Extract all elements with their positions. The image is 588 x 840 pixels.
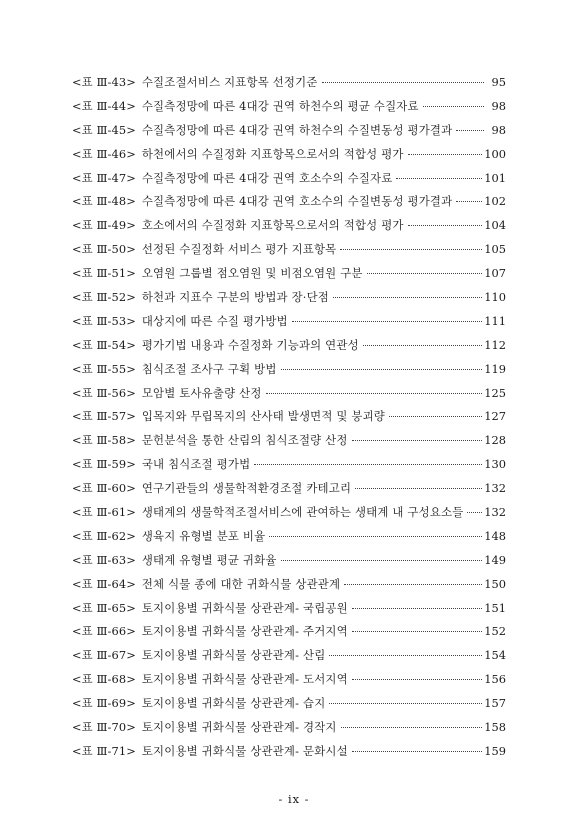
toc-entry-page: 149 [484, 552, 506, 567]
toc-entry[interactable] [72, 71, 506, 95]
toc-entry-label: <표 Ⅲ-53> [72, 313, 136, 328]
toc-entry[interactable] [72, 525, 506, 549]
toc-entry-label: <표 Ⅲ-48> [72, 194, 136, 209]
toc-entry-title: 입목지와 무립목지의 산사태 발생면적 및 붕괴량 [141, 409, 386, 424]
toc-entry[interactable] [72, 286, 506, 310]
dot-leader [363, 345, 482, 346]
dot-leader [467, 512, 482, 513]
toc-entry[interactable] [72, 310, 506, 334]
toc-entry[interactable] [72, 238, 506, 262]
toc-entry-label: <표 Ⅲ-57> [72, 409, 136, 424]
toc-entry-page: 159 [484, 743, 506, 758]
toc-entry-page: 132 [484, 505, 506, 520]
toc-entry-page: 127 [484, 409, 506, 424]
toc-entry[interactable] [72, 143, 506, 167]
dot-leader [344, 584, 482, 585]
toc-entry[interactable] [72, 597, 506, 621]
toc-entry-page: 98 [491, 122, 506, 137]
toc-entry-title: 전체 식물 종에 대한 귀화식물 상관관계 [141, 576, 341, 591]
toc-entry-title: 침식조절 조사구 구획 방법 [141, 361, 277, 376]
toc-entry-label: <표 Ⅲ-55> [72, 361, 136, 376]
dot-leader [408, 154, 483, 155]
toc-entry-title: 하천과 지표수 구분의 방법과 장·단점 [141, 290, 329, 305]
toc-entry-page: 151 [484, 600, 506, 615]
toc-entry-label: <표 Ⅲ-70> [72, 720, 136, 735]
toc-entry-page: 101 [484, 170, 506, 185]
toc-entry-page: 157 [484, 696, 506, 711]
toc-entry[interactable] [72, 334, 506, 358]
toc-entry-label: <표 Ⅲ-69> [72, 696, 136, 711]
toc-entry-page: 119 [484, 361, 506, 376]
toc-entry[interactable] [72, 214, 506, 238]
toc-entry-page: 156 [484, 672, 506, 687]
toc-entry-label: <표 Ⅲ-54> [72, 337, 136, 352]
toc-entry-page: 112 [484, 337, 506, 352]
toc-entry[interactable] [72, 620, 506, 644]
dot-leader [329, 703, 482, 704]
toc-entry-title: 토지이용별 귀화식물 상관관계- 도서지역 [141, 672, 348, 687]
table-of-contents [72, 71, 506, 764]
toc-entry-page: 110 [484, 290, 506, 305]
toc-entry[interactable] [72, 644, 506, 668]
toc-entry-page: 128 [484, 433, 506, 448]
toc-entry[interactable] [72, 262, 506, 286]
toc-entry-title: 오염원 그룹별 점오염원 및 비점오염원 구분 [141, 266, 363, 281]
toc-entry[interactable] [72, 95, 506, 119]
toc-entry-label: <표 Ⅲ-62> [72, 528, 136, 543]
toc-entry-label: <표 Ⅲ-65> [72, 600, 136, 615]
toc-entry-label: <표 Ⅲ-43> [72, 75, 136, 89]
dot-leader [329, 655, 482, 656]
toc-entry-title: 평가기법 내용과 수질정화 기능과의 연관성 [141, 337, 359, 352]
toc-entry-label: <표 Ⅲ-59> [72, 457, 136, 472]
toc-entry-page: 111 [484, 313, 506, 328]
toc-entry-page: 158 [484, 720, 506, 735]
toc-entry-title: 수질조절서비스 지표항목 선정기준 [141, 75, 318, 89]
toc-entry-label: <표 Ⅲ-56> [72, 385, 136, 400]
toc-entry-title: 생육지 유형별 분포 비율 [141, 528, 266, 543]
toc-entry[interactable] [72, 740, 506, 764]
dot-leader [456, 130, 484, 131]
dot-leader [352, 751, 482, 752]
toc-entry-label: <표 Ⅲ-50> [72, 242, 136, 257]
toc-entry-title: 생태계의 생물학적조절서비스에 관여하는 생태계 내 구성요소들 [141, 505, 464, 520]
toc-entry-page: 102 [484, 194, 506, 209]
toc-entry[interactable] [72, 358, 506, 382]
dot-leader [352, 679, 482, 680]
dot-leader [408, 225, 483, 226]
dot-leader [423, 106, 484, 107]
toc-entry[interactable] [72, 453, 506, 477]
toc-entry-page: 125 [484, 385, 506, 400]
toc-entry-title: 수질측정망에 따른 4대강 권역 하천수의 평균 수질자료 [141, 98, 419, 113]
dot-leader [340, 249, 482, 250]
dot-leader [322, 82, 484, 83]
dot-leader [352, 608, 482, 609]
toc-entry-label: <표 Ⅲ-52> [72, 290, 136, 305]
toc-entry[interactable] [72, 716, 506, 740]
dot-leader [254, 464, 482, 465]
toc-entry[interactable] [72, 477, 506, 501]
toc-entry[interactable] [72, 501, 506, 525]
toc-entry[interactable] [72, 429, 506, 453]
toc-entry[interactable] [72, 119, 506, 143]
page-number: - ix - [278, 792, 310, 806]
toc-entry[interactable] [72, 167, 506, 191]
toc-entry-page: 150 [484, 576, 506, 591]
toc-entry[interactable] [72, 549, 506, 573]
toc-entry-title: 수질측정망에 따른 4대강 권역 호소수의 수질변동성 평가결과 [141, 194, 453, 209]
dot-leader [333, 297, 482, 298]
dot-leader [367, 273, 483, 274]
toc-entry-title: 하천에서의 수질정화 지표항목으로서의 적합성 평가 [141, 146, 404, 161]
toc-entry-title: 수질측정망에 따른 4대강 권역 하천수의 수질변동성 평가결과 [141, 122, 453, 137]
toc-entry-title: 모암별 토사유출량 산정 [141, 385, 262, 400]
toc-entry-label: <표 Ⅲ-58> [72, 433, 136, 448]
toc-entry-title: 토지이용별 귀화식물 상관관계- 경작지 [141, 720, 337, 735]
toc-entry-page: 105 [484, 242, 506, 257]
toc-entry-label: <표 Ⅲ-51> [72, 266, 136, 281]
toc-entry-label: <표 Ⅲ-46> [72, 146, 136, 161]
dot-leader [352, 631, 482, 632]
dot-leader [269, 536, 482, 537]
dot-leader [266, 393, 483, 394]
toc-entry-page: 132 [484, 481, 506, 496]
toc-entry-page: 154 [484, 648, 506, 663]
toc-entry-label: <표 Ⅲ-67> [72, 648, 136, 663]
toc-entry-label: <표 Ⅲ-60> [72, 481, 136, 496]
toc-entry-label: <표 Ⅲ-63> [72, 552, 136, 567]
dot-leader [281, 369, 483, 370]
toc-entry-page: 152 [484, 624, 506, 639]
toc-entry-label: <표 Ⅲ-64> [72, 576, 136, 591]
toc-entry-page: 104 [484, 218, 506, 233]
toc-entry-label: <표 Ⅲ-68> [72, 672, 136, 687]
toc-entry-title: 토지이용별 귀화식물 상관관계- 습지 [141, 696, 326, 711]
toc-entry[interactable] [72, 405, 506, 429]
toc-entry-label: <표 Ⅲ-45> [72, 122, 136, 137]
toc-entry-label: <표 Ⅲ-44> [72, 98, 136, 113]
dot-leader [281, 560, 483, 561]
toc-entry-page: 148 [484, 528, 506, 543]
toc-entry-page: 95 [491, 75, 506, 89]
dot-leader [341, 727, 483, 728]
toc-entry[interactable] [72, 668, 506, 692]
toc-entry-label: <표 Ⅲ-49> [72, 218, 136, 233]
toc-entry-label: <표 Ⅲ-71> [72, 743, 136, 758]
toc-entry-title: 문헌분석을 통한 산림의 침식조절량 산정 [141, 433, 348, 448]
toc-entry[interactable] [72, 382, 506, 406]
toc-entry-title: 토지이용별 귀화식물 상관관계- 산림 [141, 648, 326, 663]
dot-leader [396, 178, 482, 179]
toc-entry-title: 생태계 유형별 평균 귀화율 [141, 552, 277, 567]
toc-entry[interactable] [72, 190, 506, 214]
toc-entry-title: 토지이용별 귀화식물 상관관계- 국립공원 [141, 600, 348, 615]
toc-entry-page: 100 [484, 146, 506, 161]
toc-entry-title: 수질측정망에 따른 4대강 권역 호소수의 수질자료 [141, 170, 393, 185]
toc-entry-title: 대상지에 따른 수질 평가방법 [141, 313, 288, 328]
dot-leader [355, 488, 482, 489]
toc-entry-title: 연구기관들의 생물학적환경조절 카테고리 [141, 481, 352, 496]
toc-entry-label: <표 Ⅲ-47> [72, 170, 136, 185]
toc-entry-page: 98 [491, 98, 506, 113]
toc-entry-title: 호소에서의 수질정화 지표항목으로서의 적합성 평가 [141, 218, 404, 233]
toc-entry-title: 토지이용별 귀화식물 상관관계- 문화시설 [141, 743, 348, 758]
toc-entry-label: <표 Ⅲ-66> [72, 624, 136, 639]
toc-entry[interactable] [72, 573, 506, 597]
toc-entry-page: 107 [484, 266, 506, 281]
toc-entry-title: 선정된 수질정화 서비스 평가 지표항목 [141, 242, 337, 257]
toc-entry-title: 국내 침식조절 평가법 [141, 457, 251, 472]
toc-entry-page: 130 [484, 457, 506, 472]
dot-leader [456, 201, 482, 202]
toc-entry-title: 토지이용별 귀화식물 상관관계- 주거지역 [141, 624, 348, 639]
dot-leader [352, 440, 483, 441]
dot-leader [389, 416, 482, 417]
dot-leader [292, 321, 483, 322]
toc-entry[interactable] [72, 692, 506, 716]
toc-entry-label: <표 Ⅲ-61> [72, 505, 136, 520]
